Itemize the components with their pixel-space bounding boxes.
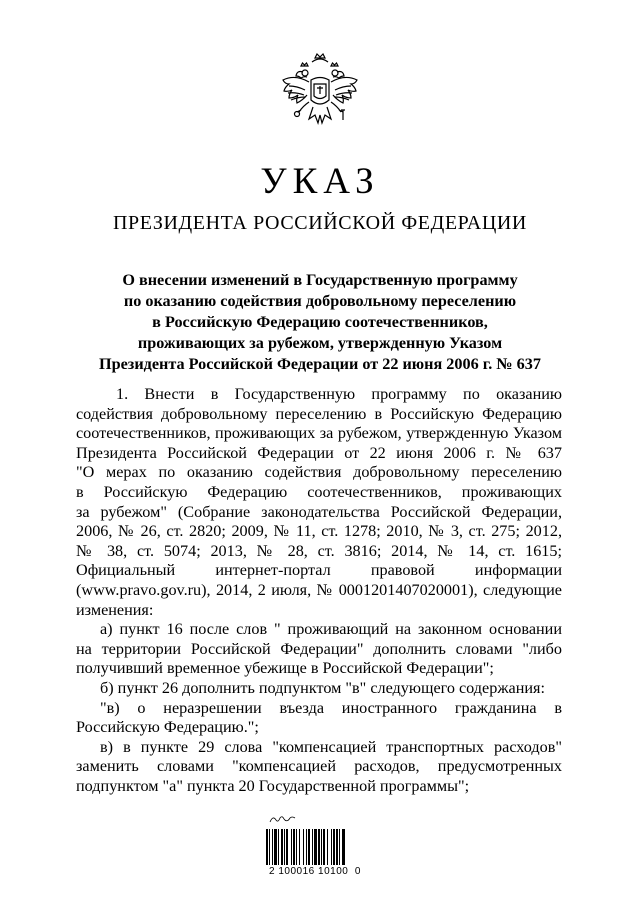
heading-line: проживающих за рубежом, утвержденную Указом <box>137 334 503 352</box>
body-line: (www.pravo.gov.ru), 2014, 2 июля, № 0001201407020001), следующие <box>76 580 562 599</box>
body-line: 1. Внести в Государственную программу по оказанию <box>116 385 562 403</box>
body-line: за рубежом" (Собрание законодательства Российской Федерации, <box>76 502 562 521</box>
body-line: а) пункт 16 после слов " проживающий на законном основании <box>100 620 562 639</box>
heading-line: Президента Российской Федерации от 22 июня 2006 г. № 637 <box>99 355 541 373</box>
body-line: подпунктом "а" пункта 20 Государственной программы"; <box>76 776 470 795</box>
body-line: на территории Российской Федерации" дополнить словами "либо <box>76 639 562 658</box>
decree-heading <box>60 270 580 375</box>
body-line: "О мерах по оказанию содействия добровольному переселению <box>76 463 562 482</box>
body-line: изменения: <box>76 600 154 619</box>
body-line: № 38, ст. 5074; 2013, № 28, ст. 3816; 2014, № 14, ст. 1615; <box>76 541 562 560</box>
paragraph-b <box>76 679 562 699</box>
decree-title: УКАЗ <box>260 161 380 202</box>
barcode-number: 2 100016 10100 0 <box>269 866 361 877</box>
body-line: заменить словами "компенсацией расходов, предусмотренных <box>76 757 562 776</box>
body-line: содействия добровольному переселению в Российскую Федерацию <box>76 404 562 423</box>
paragraph-v <box>76 738 562 797</box>
decree-body <box>76 385 562 796</box>
body-line: Российскую Федерацию."; <box>76 718 259 737</box>
body-line: Президента Российской Федерации от 22 июня 2006 г. № 637 <box>76 443 562 462</box>
body-line: б) пункт 26 дополнить подпунктом "в" следующего содержания: <box>100 678 545 697</box>
body-line: в) в пункте 29 слова "компенсацией транспортных расходов" <box>100 737 562 756</box>
paragraph-v-quote <box>76 699 562 738</box>
body-line: 2006, № 26, ст. 2820; 2009, № 11, ст. 1278; 2010, № 3, ст. 275; 2012, <box>76 522 562 541</box>
heading-line: по оказанию содействия добровольному переселению <box>123 292 517 310</box>
heading-line: в Российскую Федерацию соотечественников, <box>152 313 488 331</box>
body-line: "в) о неразрешении въезда иностранного гражданина в <box>100 698 562 717</box>
body-line: соотечественников, проживающих за рубежом, утвержденную Указом <box>76 424 562 443</box>
body-line: получивший временное убежище в Российской Федерации"; <box>76 659 494 678</box>
body-line: в Российскую Федерацию соотечественников, проживающих <box>76 482 562 501</box>
paragraph-a <box>76 620 562 679</box>
heading-line: О внесении изменений в Государственную программу <box>122 271 518 289</box>
body-line: Официальный интернет-портал правовой информации <box>76 561 562 580</box>
double-headed-eagle-emblem-icon <box>279 52 361 144</box>
paragraph-1 <box>76 385 562 620</box>
decree-issuer: ПРЕЗИДЕНТА РОССИЙСКОЙ ФЕДЕРАЦИИ <box>113 212 527 234</box>
